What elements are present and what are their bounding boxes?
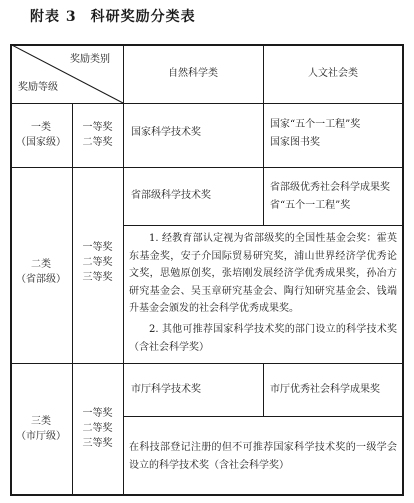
class2-label [10, 257, 72, 287]
class3-note-society-awards: 在科技部登记注册的但不可推荐国家科学技术奖的一级学会设立的科学技术奖（含社会科学奖） [129, 442, 397, 471]
table-border-right [402, 44, 404, 496]
class2-note-foundation-awards: 1. 经教育部认定视为省部级奖的全国性基金会奖：霍英东基金奖，安子介国际贸易研究奖，浦山世界经济学优秀论文奖，思勉原创奖，张培刚发展经济学优秀成果奖，孙冶方研究基金会、吴玉章研究基金会、陶行知研究基金会、钱端升基金会颁发的社会科学优秀成果奖。 [129, 233, 397, 314]
grade-item: 三等奖 [82, 438, 113, 449]
class1-label-level: （国家级） [16, 137, 66, 148]
class3-natural-award: 市厅科学技术奖 [131, 384, 201, 395]
grade-item: 一等奖 [82, 242, 113, 253]
grade-item: 二等奖 [82, 423, 113, 434]
class1-label-name: 一类 [31, 122, 51, 133]
grade-item: 三等奖 [82, 272, 113, 283]
header-natural-science: 自然科学类 [168, 68, 218, 79]
grade-item: 一等奖 [82, 408, 113, 419]
award-item: 国家图书奖 [270, 137, 320, 148]
class2-label-name: 二类 [31, 259, 51, 270]
award-item: 国家“五个一工程”奖 [270, 119, 361, 130]
grade-content-divider [123, 44, 124, 494]
table-title: 科研奖励分类表 [90, 9, 196, 25]
natural-humanities-divider-class3 [263, 363, 264, 416]
appendix-number: 附表 3 [30, 9, 77, 25]
class1-label [10, 120, 72, 150]
header-award-category: 奖励类别 [70, 54, 110, 65]
class2-humanities-awards [270, 180, 390, 213]
class2-divider [10, 363, 404, 364]
grade-item: 一等奖 [82, 122, 113, 133]
class3-inner-divider [123, 416, 404, 417]
award-item: 省部级优秀社会科学成果奖 [270, 182, 390, 193]
class2-note-other-departments: 2. 其他可推荐国家科学技术奖的部门设立的科学技术奖（含社会科学奖） [129, 324, 397, 353]
header-humanities: 人文社会类 [308, 68, 358, 79]
header-award-grade: 奖励等级 [18, 82, 58, 93]
class1-divider [10, 167, 404, 168]
class2-inner-divider [123, 225, 404, 226]
class2-grades [72, 240, 123, 285]
class3-humanities-award: 市厅优秀社会科学成果奖 [270, 384, 380, 395]
class1-grades [72, 120, 123, 150]
award-item: 省“五个一工程”奖 [270, 200, 351, 211]
class3-label-level: （市厅级） [16, 431, 66, 442]
table-border-bottom [10, 494, 404, 496]
grade-item: 二等奖 [82, 137, 113, 148]
document-title [30, 6, 196, 26]
class1-humanities-awards [270, 117, 360, 150]
class3-label-name: 三类 [31, 416, 51, 427]
grade-item: 二等奖 [82, 257, 113, 268]
class2-natural-award: 省部级科学技术奖 [131, 190, 211, 201]
award-classification-table [10, 44, 404, 496]
class2-label-level: （省部级） [16, 274, 66, 285]
class3-label [10, 414, 72, 444]
class1-natural-award: 国家科学技术奖 [131, 127, 201, 138]
class3-grades [72, 406, 123, 451]
